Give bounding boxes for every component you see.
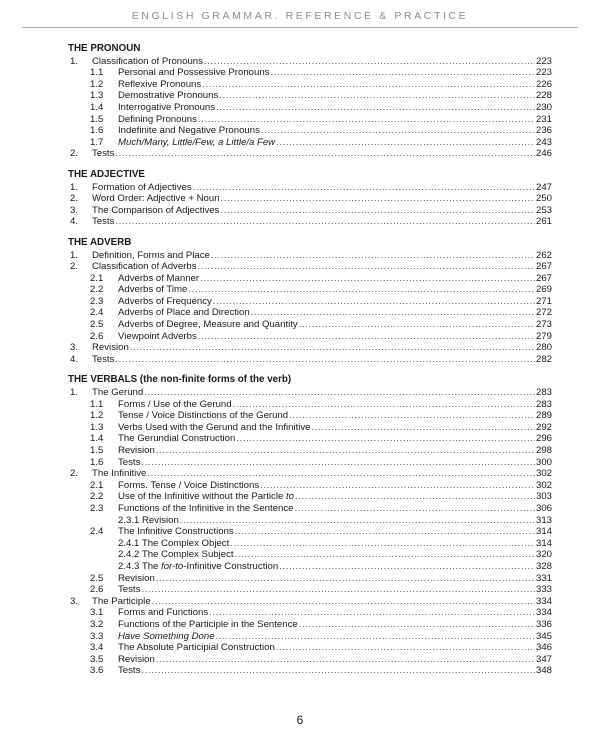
entry-number: 3. (70, 204, 79, 216)
entry-title (118, 549, 234, 561)
entry-title-text: Revision (92, 342, 129, 354)
entry-title-text: Use of the Infinitive without the Particle (118, 491, 286, 503)
dot-leader (156, 573, 535, 585)
entry-page: 345 (535, 630, 552, 642)
entry-page: 296 (535, 433, 552, 445)
dot-leader (221, 193, 535, 205)
toc-entry[interactable] (68, 319, 552, 331)
entry-title-rest: -Infinitive Construction (183, 560, 279, 572)
toc-section (68, 237, 552, 366)
entry-number: 1.6 (90, 456, 104, 468)
entry-title-text: Classification of Pronouns (92, 55, 203, 67)
entry-title (118, 584, 140, 596)
toc-entry[interactable] (68, 596, 552, 608)
entry-title-text: 2.3.1 Revision (118, 514, 179, 526)
entry-page: 306 (535, 502, 552, 514)
toc-entry[interactable] (68, 584, 552, 596)
dot-leader (115, 216, 535, 228)
dot-leader (188, 284, 535, 296)
dot-leader (204, 56, 535, 68)
entry-title-text: Tense / Voice Distinctions of the Gerund (118, 410, 289, 422)
entry-page: 236 (535, 125, 552, 137)
toc-entry[interactable] (68, 342, 552, 354)
entry-title-text: Definition, Forms and Place (92, 249, 210, 261)
entry-number: 1.5 (90, 113, 104, 125)
entry-number: 1. (70, 387, 79, 399)
entry-number: 3.1 (90, 607, 104, 619)
entry-title-text: Viewpoint Adverbs (118, 330, 197, 342)
toc-entry[interactable] (68, 491, 552, 503)
entry-title-text: Personal and Possessive Pronouns (118, 67, 270, 79)
entry-title (118, 284, 187, 296)
dot-leader (156, 445, 535, 457)
entry-page: 261 (535, 216, 552, 228)
dot-leader (235, 549, 535, 561)
entry-page: 282 (535, 353, 552, 365)
toc-entry[interactable] (68, 56, 552, 68)
toc-entry[interactable] (68, 90, 552, 102)
toc-entry[interactable] (68, 182, 552, 194)
entry-title-text: Defining Pronouns (118, 113, 197, 125)
toc-entry[interactable] (68, 410, 552, 422)
entry-number: 3. (70, 595, 79, 607)
entry-title (92, 205, 219, 217)
section-title: THE VERBALS (the non-finite forms of the verb) (68, 374, 292, 386)
dot-leader (260, 480, 535, 492)
entry-page: 348 (535, 665, 552, 677)
dot-leader (295, 491, 535, 503)
entry-page: 272 (535, 307, 552, 319)
dot-leader (299, 619, 535, 631)
entry-title-text: Much/Many, Little/Few, a Little/a Few (118, 136, 276, 148)
toc-entry[interactable] (68, 503, 552, 515)
header-rule (22, 27, 578, 28)
entry-number: 1.3 (90, 90, 104, 102)
toc-section (68, 43, 552, 160)
toc-entry[interactable] (68, 561, 552, 573)
entry-page: 334 (535, 595, 552, 607)
entry-page: 273 (535, 319, 552, 331)
entry-title (118, 114, 197, 126)
entry-title-text: The Absolute Participial Construction (118, 642, 275, 654)
entry-page: 314 (535, 537, 552, 549)
entry-page: 250 (535, 193, 552, 205)
entry-page: 269 (535, 284, 552, 296)
entry-page: 253 (535, 204, 552, 216)
entry-page: 314 (535, 526, 552, 538)
entry-page: 346 (535, 642, 552, 654)
entry-page: 347 (535, 653, 552, 665)
dot-leader (216, 102, 535, 114)
entry-title (118, 137, 275, 149)
entry-title (92, 216, 114, 228)
entry-title-text: Interrogative Pronouns (118, 101, 216, 113)
entry-title-text: The Infinitive Constructions (118, 526, 234, 538)
page-number: 6 (296, 713, 304, 727)
entry-number: 1.1 (90, 67, 104, 79)
entry-title (92, 468, 146, 480)
toc-entry[interactable] (68, 79, 552, 91)
dot-leader (216, 631, 535, 643)
entry-title-text: Tests (118, 584, 141, 596)
dot-leader (115, 148, 535, 160)
entry-page: 303 (535, 491, 552, 503)
entry-title (118, 102, 215, 114)
toc-section (68, 374, 552, 676)
entry-number: 2.6 (90, 584, 104, 596)
toc-entry[interactable] (68, 665, 552, 677)
entry-title-text: Forms and Functions (118, 607, 209, 619)
entry-title (118, 573, 155, 585)
toc-entry[interactable] (68, 515, 552, 527)
dot-leader (220, 205, 535, 217)
entry-title (118, 665, 140, 677)
entry-number: 1.1 (90, 398, 104, 410)
entry-page: 228 (535, 90, 552, 102)
dot-leader (233, 399, 535, 411)
entry-page: 320 (535, 549, 552, 561)
entry-page: 328 (535, 560, 552, 572)
entry-title (118, 273, 199, 285)
entry-number: 2. (70, 148, 79, 160)
toc-entry[interactable] (68, 284, 552, 296)
entry-title-text: Functions of the Infinitive in the Sentence (118, 502, 294, 514)
entry-title-text: The Infinitive (92, 468, 147, 480)
entry-number: 2.6 (90, 330, 104, 342)
dot-leader (141, 457, 535, 469)
dot-leader (147, 468, 535, 480)
dot-leader (294, 503, 535, 515)
toc-entry[interactable] (68, 538, 552, 550)
entry-page: 292 (535, 421, 552, 433)
entry-number: 2. (70, 261, 79, 273)
dot-leader (209, 607, 535, 619)
toc-entry[interactable] (68, 114, 552, 126)
dot-leader (230, 538, 535, 550)
toc-entry[interactable] (68, 526, 552, 538)
entry-title (118, 307, 250, 319)
dot-leader (130, 342, 535, 354)
toc-entry[interactable] (68, 631, 552, 643)
entry-title (118, 619, 298, 631)
toc-entry[interactable] (68, 422, 552, 434)
entry-title-text: Word Order: Adjective + Noun (92, 193, 220, 205)
entry-page: 313 (535, 514, 552, 526)
entry-page: 267 (535, 261, 552, 273)
entry-number: 1.7 (90, 136, 104, 148)
entry-title (92, 250, 210, 262)
entry-number: 3.5 (90, 653, 104, 665)
toc-entry[interactable] (68, 137, 552, 149)
toc-entry[interactable] (68, 433, 552, 445)
entry-page: 226 (535, 78, 552, 90)
dot-leader (276, 642, 535, 654)
entry-number: 1. (70, 55, 79, 67)
entry-title-text: Adverbs of Frequency (118, 295, 212, 307)
entry-title-text: Revision (118, 445, 155, 456)
toc-entry[interactable] (68, 250, 552, 262)
toc-entry[interactable] (68, 331, 552, 343)
entry-page: 271 (535, 295, 552, 307)
toc-entry[interactable] (68, 307, 552, 319)
dot-leader (152, 596, 535, 608)
section-title: THE ADVERB (68, 236, 132, 248)
entry-number: 2.3 (90, 502, 104, 514)
entry-number: 2.2 (90, 284, 104, 296)
entry-number: 2.3 (90, 295, 104, 307)
dot-leader (299, 319, 535, 331)
entry-number: 2.5 (90, 572, 104, 584)
toc-entry[interactable] (68, 607, 552, 619)
entry-page: 223 (535, 55, 552, 67)
toc-entry[interactable] (68, 549, 552, 561)
toc-entry[interactable] (68, 573, 552, 585)
toc-entry[interactable] (68, 468, 552, 480)
toc-entry[interactable] (68, 387, 552, 399)
entry-page: 262 (535, 249, 552, 261)
toc-entry[interactable] (68, 354, 552, 366)
entry-title (118, 79, 201, 91)
toc-entry[interactable] (68, 654, 552, 666)
entry-number: 1. (70, 181, 79, 193)
toc-entry[interactable] (68, 445, 552, 457)
running-header: ENGLISH GRAMMAR. REFERENCE & PRACTICE (131, 10, 469, 22)
dot-leader (235, 526, 535, 538)
entry-title (118, 480, 259, 492)
toc-entry[interactable] (68, 261, 552, 273)
entry-number: 1.5 (90, 445, 104, 456)
entry-number: 2.2 (90, 491, 104, 503)
entry-page: 302 (535, 479, 552, 491)
entry-title (92, 148, 114, 160)
entry-title-text: The Participle (92, 595, 151, 607)
entry-title-text: Classification of Adverbs (92, 261, 197, 273)
toc-entry[interactable] (68, 102, 552, 114)
table-of-contents (68, 43, 552, 686)
entry-title-text: The Comparison of Adjectives (92, 204, 220, 216)
entry-number: 2.1 (90, 272, 104, 284)
entry-title (92, 387, 143, 399)
toc-section (68, 169, 552, 228)
entry-title (118, 399, 232, 411)
dot-leader (180, 515, 535, 527)
dot-leader (202, 79, 535, 91)
entry-title (118, 503, 293, 515)
entry-number: 1.4 (90, 101, 104, 113)
entry-page: 333 (535, 584, 552, 596)
entry-title-text: Adverbs of Degree, Measure and Quantity (118, 319, 298, 331)
entry-title (118, 631, 215, 643)
entry-page: 243 (535, 136, 552, 148)
dot-leader (141, 665, 535, 677)
dot-leader (276, 137, 535, 149)
entry-page: 300 (535, 456, 552, 468)
entry-number: 3. (70, 342, 79, 354)
entry-title (118, 526, 234, 538)
entry-title-text: Tests (118, 665, 141, 677)
entry-title (92, 261, 197, 273)
entry-title (118, 422, 311, 434)
dot-leader (289, 410, 535, 422)
entry-title (118, 654, 155, 666)
section-title: THE ADJECTIVE (68, 168, 145, 180)
entry-page: 247 (535, 181, 552, 193)
entry-title (118, 561, 278, 573)
entry-title-text: Verbs Used with the Gerund and the Infinitive (118, 421, 311, 433)
dot-leader (193, 182, 535, 194)
entry-number: 1.4 (90, 433, 104, 445)
entry-number: 1. (70, 249, 79, 261)
entry-number: 2.5 (90, 319, 104, 331)
entry-title (118, 331, 197, 343)
entry-page: 230 (535, 101, 552, 113)
dot-leader (251, 307, 535, 319)
entry-page: 279 (535, 330, 552, 342)
toc-entry[interactable] (68, 216, 552, 228)
entry-title-text: Indefinite and Negative Pronouns (118, 125, 260, 137)
entry-number: 4. (70, 216, 79, 228)
entry-title-text: Functions of the Participle in the Sentence (118, 618, 298, 630)
dot-leader (261, 125, 535, 137)
entry-title-text: 2.4.3 The (118, 560, 162, 572)
entry-number: 1.6 (90, 125, 104, 137)
entry-page: 283 (535, 398, 552, 410)
entry-page: 298 (535, 445, 552, 456)
entry-number: 3.3 (90, 630, 104, 642)
dot-leader (312, 422, 535, 434)
toc-entry[interactable] (68, 296, 552, 308)
entry-title (92, 182, 192, 194)
entry-title-text: Tests (118, 456, 141, 468)
entry-number: 1.2 (90, 78, 104, 90)
entry-title-text: Tests (92, 216, 115, 228)
dot-leader (200, 273, 535, 285)
section-title: THE PRONOUN (68, 43, 141, 54)
dot-leader (115, 354, 535, 366)
entry-number: 2.1 (90, 479, 104, 491)
entry-title (118, 296, 212, 308)
entry-page: 331 (535, 572, 552, 584)
entry-title (92, 596, 151, 608)
entry-title-text: Forms / Use of the Gerund (118, 398, 232, 410)
toc-entry[interactable] (68, 480, 552, 492)
entry-page: 334 (535, 607, 552, 619)
toc-entry[interactable] (68, 642, 552, 654)
toc-entry[interactable] (68, 205, 552, 217)
dot-leader (236, 433, 535, 445)
dot-leader (219, 90, 535, 102)
dot-leader (279, 561, 535, 573)
entry-title (118, 538, 229, 550)
entry-title (92, 354, 114, 366)
entry-page: 223 (535, 67, 552, 79)
toc-entry[interactable] (68, 193, 552, 205)
dot-leader (270, 67, 535, 79)
toc-entry[interactable] (68, 457, 552, 469)
toc-entry[interactable] (68, 148, 552, 160)
entry-title-italic: for-to (161, 560, 184, 572)
entry-title-text: Have Something Done (118, 630, 215, 642)
entry-title (118, 67, 269, 79)
entry-title-text: 2.4.1 The Complex Object (118, 537, 230, 549)
entry-title-text: Demostrative Pronouns (118, 90, 219, 102)
entry-title-text: Formation of Adjectives (92, 181, 192, 193)
entry-title (118, 642, 275, 654)
toc-entry[interactable] (68, 399, 552, 411)
entry-title (118, 433, 235, 445)
entry-page: 280 (535, 342, 552, 354)
entry-number: 2. (70, 193, 79, 205)
entry-number: 3.2 (90, 618, 104, 630)
entry-page: 283 (535, 387, 552, 399)
dot-leader (156, 654, 535, 666)
entry-title-text: The Gerundial Construction (118, 433, 236, 445)
entry-title-text: Tests (92, 148, 115, 160)
entry-number: 1.2 (90, 410, 104, 422)
entry-number: 3.6 (90, 665, 104, 677)
toc-entry[interactable] (68, 619, 552, 631)
entry-number: 2.4 (90, 307, 104, 319)
dot-leader (211, 250, 535, 262)
entry-number: 3.4 (90, 642, 104, 654)
entry-title-text: The Gerund (92, 387, 144, 399)
entry-title-text: Reflexive Pronouns (118, 78, 202, 90)
entry-title (118, 410, 288, 422)
entry-title (118, 457, 140, 469)
entry-title-italic: to (285, 491, 294, 503)
toc-entry[interactable] (68, 67, 552, 79)
entry-page: 231 (535, 113, 552, 125)
entry-number: 2. (70, 468, 79, 480)
dot-leader (198, 331, 535, 343)
toc-entry[interactable] (68, 125, 552, 137)
dot-leader (198, 261, 535, 273)
entry-number: 1.3 (90, 421, 104, 433)
dot-leader (198, 114, 535, 126)
entry-title (118, 319, 298, 331)
entry-title-text: Adverbs of Manner (118, 272, 200, 284)
entry-title (118, 607, 208, 619)
entry-page: 246 (535, 148, 552, 160)
entry-page: 302 (535, 468, 552, 480)
entry-number: 2.4 (90, 526, 104, 538)
entry-title-text: Adverbs of Place and Direction (118, 307, 250, 319)
entry-title-text: Adverbs of Time (118, 284, 188, 296)
entry-title (92, 193, 220, 205)
entry-title-text: Revision (118, 653, 155, 665)
entry-title-text: Revision (118, 572, 155, 584)
entry-title (118, 445, 155, 457)
entry-title (118, 125, 260, 137)
entry-title-text: 2.4.2 The Complex Subject (118, 549, 234, 561)
dot-leader (141, 584, 535, 596)
dot-leader (213, 296, 535, 308)
entry-title-text: Forms. Tense / Voice Distinctions (118, 479, 260, 491)
toc-entry[interactable] (68, 273, 552, 285)
entry-page: 336 (535, 618, 552, 630)
dot-leader (144, 387, 535, 399)
entry-number: 4. (70, 353, 79, 365)
entry-title (118, 515, 179, 527)
entry-page: 267 (535, 272, 552, 284)
entry-title (92, 56, 203, 68)
entry-title (118, 90, 218, 102)
entry-title (118, 491, 294, 503)
entry-title-text: Tests (92, 353, 115, 365)
entry-title (92, 342, 129, 354)
entry-page: 289 (535, 410, 552, 422)
